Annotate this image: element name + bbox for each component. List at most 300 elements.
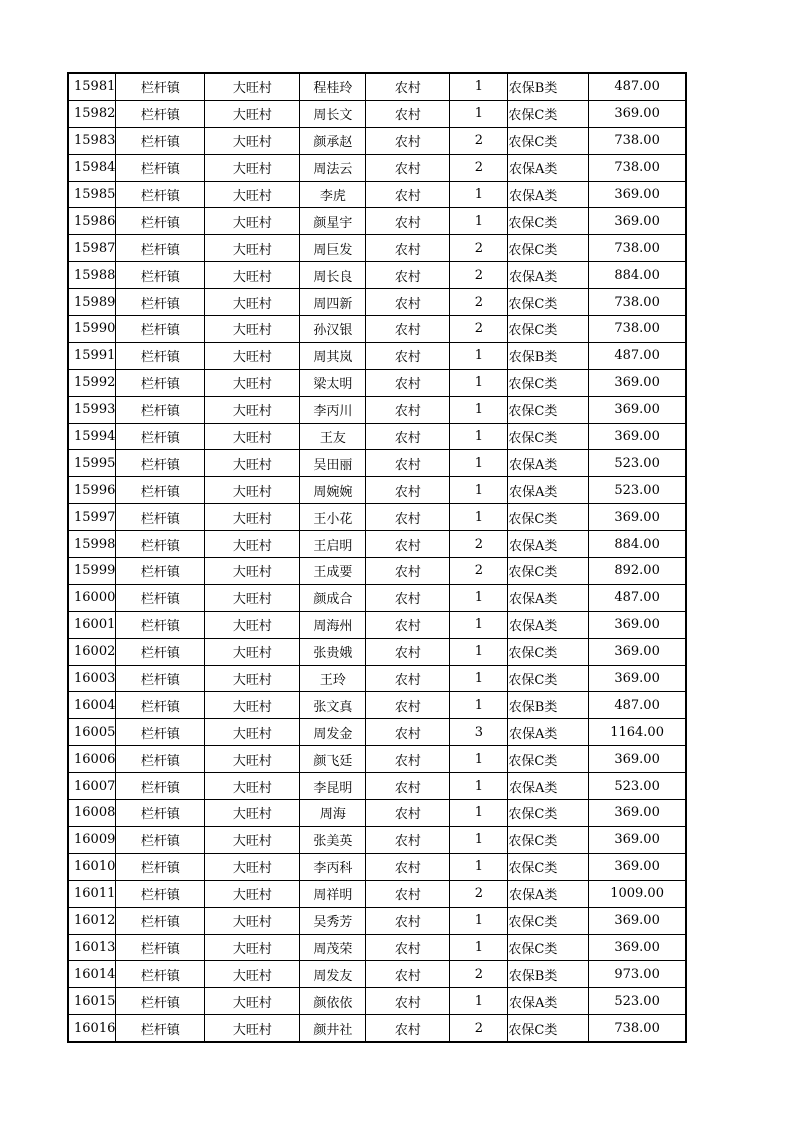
name-cell: 周四新 (300, 289, 366, 316)
category-cell: 农保A类 (508, 611, 589, 638)
household-count-cell: 1 (450, 423, 508, 450)
row-number-cell: 16012 (68, 907, 116, 934)
table-row (68, 531, 686, 558)
household-count-cell: 1 (450, 504, 508, 531)
household-count-cell: 2 (450, 961, 508, 988)
household-count-cell: 1 (450, 450, 508, 477)
table-row (68, 262, 686, 289)
table-row (68, 773, 686, 800)
village-cell: 大旺村 (205, 396, 300, 423)
row-number-cell: 16004 (68, 692, 116, 719)
amount-cell: 884.00 (589, 262, 686, 289)
category-cell: 农保C类 (508, 907, 589, 934)
household-count-cell: 1 (450, 934, 508, 961)
amount-cell: 369.00 (589, 423, 686, 450)
household-count-cell: 1 (450, 773, 508, 800)
household-count-cell: 1 (450, 692, 508, 719)
amount-cell: 892.00 (589, 558, 686, 585)
area-type-cell: 农村 (366, 826, 450, 853)
household-count-cell: 1 (450, 746, 508, 773)
category-cell: 农保C类 (508, 665, 589, 692)
village-cell: 大旺村 (205, 584, 300, 611)
village-cell: 大旺村 (205, 262, 300, 289)
name-cell: 周其岚 (300, 342, 366, 369)
village-cell: 大旺村 (205, 477, 300, 504)
household-count-cell: 3 (450, 719, 508, 746)
name-cell: 周海 (300, 800, 366, 827)
amount-cell: 369.00 (589, 826, 686, 853)
name-cell: 颜星宇 (300, 208, 366, 235)
town-cell: 栏杆镇 (116, 154, 205, 181)
amount-cell: 369.00 (589, 611, 686, 638)
household-count-cell: 1 (450, 369, 508, 396)
area-type-cell: 农村 (366, 665, 450, 692)
town-cell: 栏杆镇 (116, 1015, 205, 1042)
amount-cell: 738.00 (589, 316, 686, 343)
household-count-cell: 2 (450, 1015, 508, 1042)
household-count-cell: 1 (450, 208, 508, 235)
area-type-cell: 农村 (366, 800, 450, 827)
household-count-cell: 1 (450, 665, 508, 692)
area-type-cell: 农村 (366, 746, 450, 773)
household-count-cell: 1 (450, 477, 508, 504)
town-cell: 栏杆镇 (116, 423, 205, 450)
table-body (68, 73, 686, 1042)
row-number-cell: 16002 (68, 638, 116, 665)
area-type-cell: 农村 (366, 611, 450, 638)
name-cell: 梁太明 (300, 369, 366, 396)
village-cell: 大旺村 (205, 316, 300, 343)
name-cell: 张美英 (300, 826, 366, 853)
amount-cell: 738.00 (589, 1015, 686, 1042)
row-number-cell: 16013 (68, 934, 116, 961)
row-number-cell: 16015 (68, 988, 116, 1015)
village-cell: 大旺村 (205, 369, 300, 396)
area-type-cell: 农村 (366, 154, 450, 181)
name-cell: 颜飞廷 (300, 746, 366, 773)
town-cell: 栏杆镇 (116, 692, 205, 719)
category-cell: 农保C类 (508, 504, 589, 531)
category-cell: 农保A类 (508, 584, 589, 611)
village-cell: 大旺村 (205, 235, 300, 262)
name-cell: 颜井社 (300, 1015, 366, 1042)
town-cell: 栏杆镇 (116, 316, 205, 343)
row-number-cell: 15991 (68, 342, 116, 369)
category-cell: 农保A类 (508, 262, 589, 289)
amount-cell: 973.00 (589, 961, 686, 988)
name-cell: 周茂荣 (300, 934, 366, 961)
category-cell: 农保A类 (508, 719, 589, 746)
village-cell: 大旺村 (205, 558, 300, 585)
village-cell: 大旺村 (205, 289, 300, 316)
town-cell: 栏杆镇 (116, 800, 205, 827)
area-type-cell: 农村 (366, 504, 450, 531)
row-number-cell: 15997 (68, 504, 116, 531)
category-cell: 农保C类 (508, 127, 589, 154)
category-cell: 农保C类 (508, 558, 589, 585)
village-cell: 大旺村 (205, 934, 300, 961)
household-count-cell: 1 (450, 638, 508, 665)
amount-cell: 523.00 (589, 450, 686, 477)
table-row (68, 181, 686, 208)
area-type-cell: 农村 (366, 853, 450, 880)
table-row (68, 127, 686, 154)
area-type-cell: 农村 (366, 934, 450, 961)
amount-cell: 523.00 (589, 988, 686, 1015)
row-number-cell: 15994 (68, 423, 116, 450)
name-cell: 吴田丽 (300, 450, 366, 477)
table-row (68, 800, 686, 827)
row-number-cell: 15995 (68, 450, 116, 477)
amount-cell: 369.00 (589, 369, 686, 396)
category-cell: 农保A类 (508, 531, 589, 558)
table-row (68, 853, 686, 880)
town-cell: 栏杆镇 (116, 826, 205, 853)
town-cell: 栏杆镇 (116, 880, 205, 907)
household-count-cell: 1 (450, 342, 508, 369)
area-type-cell: 农村 (366, 692, 450, 719)
village-cell: 大旺村 (205, 638, 300, 665)
table-row (68, 907, 686, 934)
town-cell: 栏杆镇 (116, 504, 205, 531)
table-row (68, 369, 686, 396)
household-count-cell: 1 (450, 800, 508, 827)
name-cell: 颜依依 (300, 988, 366, 1015)
row-number-cell: 16001 (68, 611, 116, 638)
category-cell: 农保C类 (508, 235, 589, 262)
town-cell: 栏杆镇 (116, 773, 205, 800)
household-count-cell: 1 (450, 907, 508, 934)
table-row (68, 611, 686, 638)
village-cell: 大旺村 (205, 988, 300, 1015)
amount-cell: 487.00 (589, 584, 686, 611)
amount-cell: 369.00 (589, 934, 686, 961)
area-type-cell: 农村 (366, 208, 450, 235)
town-cell: 栏杆镇 (116, 73, 205, 100)
amount-cell: 738.00 (589, 289, 686, 316)
area-type-cell: 农村 (366, 73, 450, 100)
table-row (68, 477, 686, 504)
table-row (68, 208, 686, 235)
amount-cell: 369.00 (589, 746, 686, 773)
name-cell: 王启明 (300, 531, 366, 558)
village-cell: 大旺村 (205, 746, 300, 773)
row-number-cell: 16008 (68, 800, 116, 827)
town-cell: 栏杆镇 (116, 127, 205, 154)
table-row (68, 638, 686, 665)
area-type-cell: 农村 (366, 127, 450, 154)
row-number-cell: 15992 (68, 369, 116, 396)
name-cell: 李丙科 (300, 853, 366, 880)
row-number-cell: 15993 (68, 396, 116, 423)
amount-cell: 523.00 (589, 773, 686, 800)
amount-cell: 523.00 (589, 477, 686, 504)
name-cell: 周法云 (300, 154, 366, 181)
table-row (68, 719, 686, 746)
name-cell: 周婉婉 (300, 477, 366, 504)
name-cell: 张文真 (300, 692, 366, 719)
town-cell: 栏杆镇 (116, 746, 205, 773)
records-table (67, 72, 687, 1043)
town-cell: 栏杆镇 (116, 934, 205, 961)
town-cell: 栏杆镇 (116, 853, 205, 880)
village-cell: 大旺村 (205, 73, 300, 100)
row-number-cell: 15981 (68, 73, 116, 100)
category-cell: 农保C类 (508, 934, 589, 961)
town-cell: 栏杆镇 (116, 477, 205, 504)
amount-cell: 487.00 (589, 73, 686, 100)
table-row (68, 961, 686, 988)
town-cell: 栏杆镇 (116, 611, 205, 638)
category-cell: 农保A类 (508, 450, 589, 477)
town-cell: 栏杆镇 (116, 342, 205, 369)
amount-cell: 1164.00 (589, 719, 686, 746)
category-cell: 农保A类 (508, 154, 589, 181)
household-count-cell: 1 (450, 988, 508, 1015)
village-cell: 大旺村 (205, 531, 300, 558)
village-cell: 大旺村 (205, 181, 300, 208)
name-cell: 李昆明 (300, 773, 366, 800)
category-cell: 农保A类 (508, 477, 589, 504)
town-cell: 栏杆镇 (116, 558, 205, 585)
household-count-cell: 1 (450, 853, 508, 880)
amount-cell: 369.00 (589, 853, 686, 880)
household-count-cell: 2 (450, 289, 508, 316)
area-type-cell: 农村 (366, 450, 450, 477)
household-count-cell: 2 (450, 531, 508, 558)
category-cell: 农保C类 (508, 1015, 589, 1042)
table-row (68, 316, 686, 343)
household-count-cell: 2 (450, 235, 508, 262)
category-cell: 农保C类 (508, 316, 589, 343)
amount-cell: 487.00 (589, 342, 686, 369)
area-type-cell: 农村 (366, 1015, 450, 1042)
amount-cell: 369.00 (589, 800, 686, 827)
village-cell: 大旺村 (205, 961, 300, 988)
area-type-cell: 农村 (366, 719, 450, 746)
table-row (68, 584, 686, 611)
town-cell: 栏杆镇 (116, 450, 205, 477)
household-count-cell: 2 (450, 262, 508, 289)
category-cell: 农保C类 (508, 100, 589, 127)
household-count-cell: 1 (450, 611, 508, 638)
row-number-cell: 15986 (68, 208, 116, 235)
table-row (68, 880, 686, 907)
row-number-cell: 15999 (68, 558, 116, 585)
table-row (68, 665, 686, 692)
category-cell: 农保B类 (508, 961, 589, 988)
row-number-cell: 15989 (68, 289, 116, 316)
category-cell: 农保B类 (508, 73, 589, 100)
household-count-cell: 1 (450, 584, 508, 611)
table-row (68, 73, 686, 100)
amount-cell: 738.00 (589, 127, 686, 154)
row-number-cell: 15988 (68, 262, 116, 289)
table-row (68, 988, 686, 1015)
village-cell: 大旺村 (205, 423, 300, 450)
household-count-cell: 2 (450, 558, 508, 585)
town-cell: 栏杆镇 (116, 262, 205, 289)
name-cell: 程桂玲 (300, 73, 366, 100)
table-row (68, 826, 686, 853)
village-cell: 大旺村 (205, 154, 300, 181)
table-row (68, 504, 686, 531)
row-number-cell: 16009 (68, 826, 116, 853)
town-cell: 栏杆镇 (116, 988, 205, 1015)
name-cell: 周发金 (300, 719, 366, 746)
town-cell: 栏杆镇 (116, 181, 205, 208)
area-type-cell: 农村 (366, 477, 450, 504)
row-number-cell: 16003 (68, 665, 116, 692)
category-cell: 农保A类 (508, 880, 589, 907)
amount-cell: 738.00 (589, 235, 686, 262)
town-cell: 栏杆镇 (116, 100, 205, 127)
category-cell: 农保B类 (508, 342, 589, 369)
area-type-cell: 农村 (366, 316, 450, 343)
area-type-cell: 农村 (366, 396, 450, 423)
amount-cell: 369.00 (589, 638, 686, 665)
area-type-cell: 农村 (366, 235, 450, 262)
row-number-cell: 16005 (68, 719, 116, 746)
village-cell: 大旺村 (205, 504, 300, 531)
table-row (68, 934, 686, 961)
town-cell: 栏杆镇 (116, 584, 205, 611)
table-row (68, 1015, 686, 1042)
name-cell: 王玲 (300, 665, 366, 692)
area-type-cell: 农村 (366, 880, 450, 907)
amount-cell: 369.00 (589, 907, 686, 934)
category-cell: 农保C类 (508, 423, 589, 450)
area-type-cell: 农村 (366, 531, 450, 558)
village-cell: 大旺村 (205, 719, 300, 746)
town-cell: 栏杆镇 (116, 665, 205, 692)
name-cell: 李虎 (300, 181, 366, 208)
category-cell: 农保C类 (508, 800, 589, 827)
amount-cell: 738.00 (589, 154, 686, 181)
amount-cell: 369.00 (589, 100, 686, 127)
row-number-cell: 15982 (68, 100, 116, 127)
town-cell: 栏杆镇 (116, 961, 205, 988)
household-count-cell: 1 (450, 396, 508, 423)
name-cell: 周祥明 (300, 880, 366, 907)
name-cell: 颜成合 (300, 584, 366, 611)
village-cell: 大旺村 (205, 450, 300, 477)
village-cell: 大旺村 (205, 208, 300, 235)
table-row (68, 154, 686, 181)
village-cell: 大旺村 (205, 665, 300, 692)
town-cell: 栏杆镇 (116, 235, 205, 262)
name-cell: 颜承赵 (300, 127, 366, 154)
name-cell: 孙汉银 (300, 316, 366, 343)
area-type-cell: 农村 (366, 773, 450, 800)
category-cell: 农保C类 (508, 746, 589, 773)
category-cell: 农保C类 (508, 369, 589, 396)
name-cell: 王友 (300, 423, 366, 450)
table-row (68, 342, 686, 369)
row-number-cell: 15990 (68, 316, 116, 343)
amount-cell: 369.00 (589, 181, 686, 208)
name-cell: 李丙川 (300, 396, 366, 423)
category-cell: 农保C类 (508, 289, 589, 316)
village-cell: 大旺村 (205, 853, 300, 880)
area-type-cell: 农村 (366, 342, 450, 369)
village-cell: 大旺村 (205, 1015, 300, 1042)
table-row (68, 558, 686, 585)
area-type-cell: 农村 (366, 558, 450, 585)
row-number-cell: 15983 (68, 127, 116, 154)
household-count-cell: 1 (450, 100, 508, 127)
category-cell: 农保A类 (508, 181, 589, 208)
village-cell: 大旺村 (205, 127, 300, 154)
name-cell: 王小花 (300, 504, 366, 531)
town-cell: 栏杆镇 (116, 369, 205, 396)
amount-cell: 1009.00 (589, 880, 686, 907)
row-number-cell: 16006 (68, 746, 116, 773)
category-cell: 农保A类 (508, 773, 589, 800)
table-row (68, 289, 686, 316)
row-number-cell: 16007 (68, 773, 116, 800)
table-row (68, 692, 686, 719)
area-type-cell: 农村 (366, 584, 450, 611)
amount-cell: 487.00 (589, 692, 686, 719)
row-number-cell: 15998 (68, 531, 116, 558)
village-cell: 大旺村 (205, 100, 300, 127)
row-number-cell: 16010 (68, 853, 116, 880)
category-cell: 农保B类 (508, 692, 589, 719)
village-cell: 大旺村 (205, 611, 300, 638)
category-cell: 农保C类 (508, 853, 589, 880)
town-cell: 栏杆镇 (116, 719, 205, 746)
village-cell: 大旺村 (205, 907, 300, 934)
amount-cell: 369.00 (589, 665, 686, 692)
table-row (68, 100, 686, 127)
category-cell: 农保C类 (508, 638, 589, 665)
name-cell: 周发友 (300, 961, 366, 988)
name-cell: 王成要 (300, 558, 366, 585)
row-number-cell: 16014 (68, 961, 116, 988)
area-type-cell: 农村 (366, 638, 450, 665)
table-row (68, 396, 686, 423)
area-type-cell: 农村 (366, 262, 450, 289)
name-cell: 周海州 (300, 611, 366, 638)
amount-cell: 369.00 (589, 504, 686, 531)
row-number-cell: 15987 (68, 235, 116, 262)
household-count-cell: 2 (450, 127, 508, 154)
area-type-cell: 农村 (366, 988, 450, 1015)
area-type-cell: 农村 (366, 289, 450, 316)
row-number-cell: 15984 (68, 154, 116, 181)
household-count-cell: 1 (450, 826, 508, 853)
name-cell: 周长文 (300, 100, 366, 127)
table-row (68, 423, 686, 450)
household-count-cell: 1 (450, 73, 508, 100)
name-cell: 吴秀芳 (300, 907, 366, 934)
household-count-cell: 2 (450, 154, 508, 181)
household-count-cell: 1 (450, 181, 508, 208)
category-cell: 农保A类 (508, 988, 589, 1015)
area-type-cell: 农村 (366, 423, 450, 450)
area-type-cell: 农村 (366, 369, 450, 396)
village-cell: 大旺村 (205, 342, 300, 369)
village-cell: 大旺村 (205, 773, 300, 800)
town-cell: 栏杆镇 (116, 396, 205, 423)
category-cell: 农保C类 (508, 396, 589, 423)
row-number-cell: 16011 (68, 880, 116, 907)
area-type-cell: 农村 (366, 907, 450, 934)
town-cell: 栏杆镇 (116, 638, 205, 665)
row-number-cell: 16000 (68, 584, 116, 611)
name-cell: 周巨发 (300, 235, 366, 262)
